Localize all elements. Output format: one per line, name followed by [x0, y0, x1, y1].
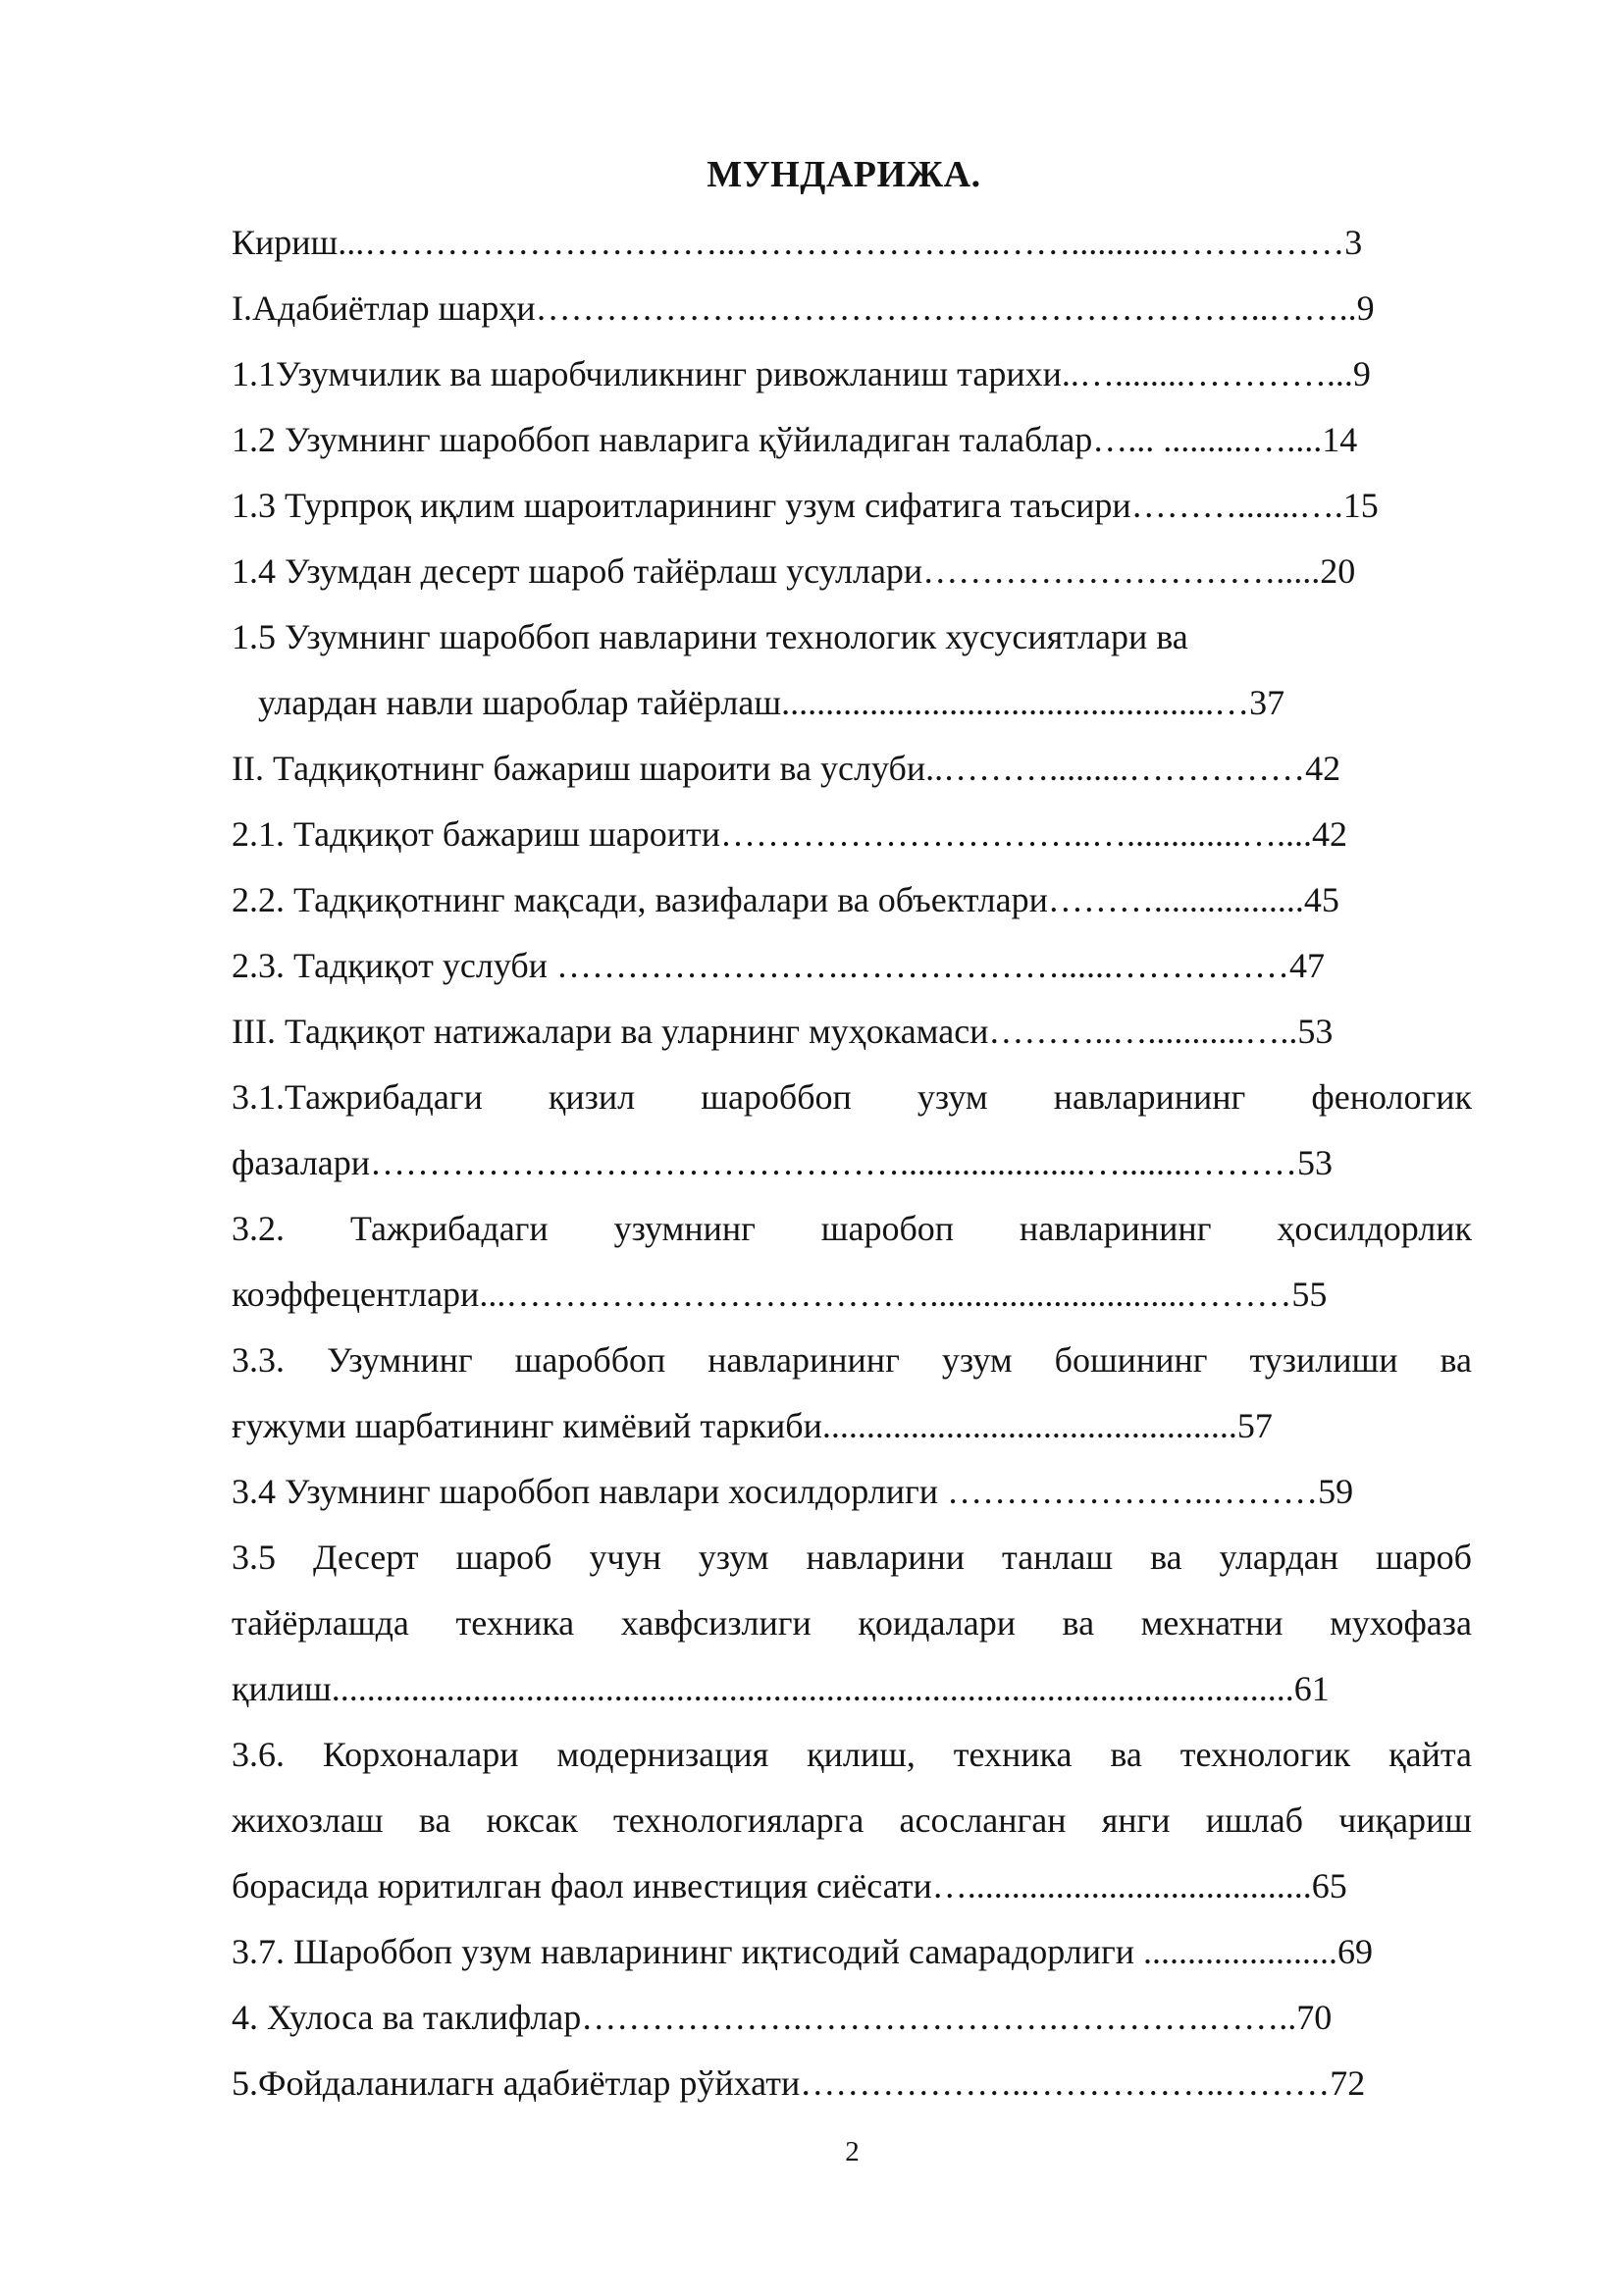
toc-entry: Кириш...…………………………..…………………..……...........……………3 — [232, 223, 1363, 262]
toc-entry: 3.1.Тажрибадаги қизил шароббоп узум навларининг фенологик — [232, 1077, 1472, 1117]
toc-entry: 3.3. Узумнинг шароббоп навларининг узум бошининг тузилиши ва — [232, 1340, 1472, 1380]
toc-entry: III. Тадқиқот натижалари ва уларнинг муҳокамаси………..…...........…..53 — [232, 1012, 1334, 1051]
toc-entry-continuation: ғужуми шарбатининг кимёвий таркиби...............................................57 — [232, 1406, 1273, 1445]
toc-entry: 2.2. Тадқиқотнинг мақсади, вазифалари ва объектлари……….................45 — [232, 880, 1339, 919]
page-number: 2 — [845, 2136, 860, 2167]
toc-entry: 3.5 Десерт шароб учун узум навларини танлаш ва улардан шароб — [232, 1538, 1472, 1577]
toc-entry: 1.1Узумчилик ва шаробчиликнинг ривожланиш тарихи..…........…………...9 — [232, 354, 1371, 393]
toc-entry: 2.3. Тадқиқот услуби …………………….………………......……………47 — [232, 946, 1325, 985]
toc-entry: 3.4 Узумнинг шароббоп навлари хосилдорлиги …………………..………59 — [232, 1472, 1354, 1511]
toc-entry: 3.7. Шароббоп узум навларининг иқтисодий самарадорлиги ......................69 — [232, 1932, 1374, 1971]
toc-entry: 4. Хулоса ва таклифлар……………….………………….………….……..70 — [232, 1998, 1333, 2037]
toc-entry-continuation: қилиш.............................................................................................................61 — [232, 1669, 1330, 1708]
toc-entry: I.Адабиётлар шарҳи……………….……………………………………..……..9 — [232, 288, 1375, 328]
toc-entry: 1.4 Узумдан десерт шароб тайёрлаш усуллари………………………….....20 — [232, 551, 1356, 591]
toc-entry: 1.3 Турпроқ иқлим шароитларининг узум сифатига таъсири……….......….15 — [232, 486, 1379, 525]
toc-entry: 1.5 Узумнинг шароббоп навларини технологик хусусиятлари ва — [232, 617, 1188, 656]
toc-entry-continuation: жихозлаш ва юксак технологияларга асосланган янги ишлаб чиқариш — [232, 1800, 1472, 1840]
toc-title: МУНДАРИЖА. — [707, 154, 981, 195]
toc-entry: II. Тадқиқотнинг бажариш шароити ва услуби..……….........……………42 — [232, 749, 1341, 788]
toc-entry: 5.Фойдаланилагн адабиётлар рўйхати………………..……………..………72 — [232, 2063, 1366, 2103]
toc-entry-continuation: борасида юритилган фаол инвестиция сиёсати….......................................65 — [232, 1866, 1347, 1905]
toc-entry: 1.2 Узумнинг шароббоп навларига қўйиладиган талаблар…... ..........…....14 — [232, 420, 1358, 459]
toc-entry: 3.6. Корхоналари модернизация қилиш, техника ва технологик қайта — [232, 1735, 1472, 1774]
toc-entry-continuation: коэффецентлари...……………………………….............................………55 — [232, 1275, 1328, 1314]
toc-entry-continuation: улардан навли шароблар тайёрлаш.................................................…37 — [258, 683, 1285, 722]
toc-entry-continuation: тайёрлашда техника хавфсизлиги қоидалари ва мехнатни мухофаза — [232, 1603, 1472, 1643]
toc-entry-continuation: фазалари……………………………………….....................…........………53 — [232, 1143, 1334, 1182]
toc-entry: 3.2. Тажрибадаги узумнинг шаробоп навларининг ҳосилдорлик — [232, 1209, 1472, 1248]
toc-entry: 2.1. Тадқиқот бажариш шароити…………………………..….............…....42 — [232, 814, 1347, 854]
